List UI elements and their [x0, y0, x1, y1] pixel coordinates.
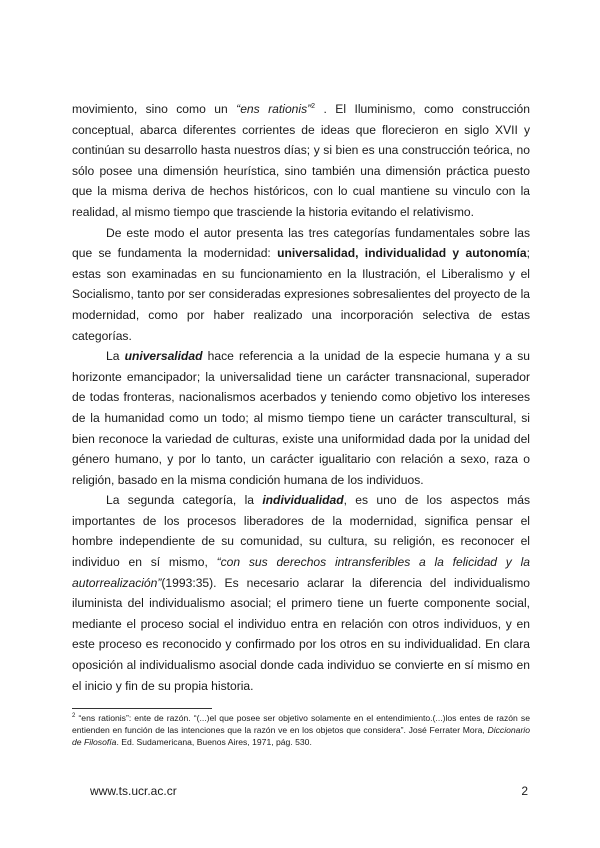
bold-italic-term: universalidad	[124, 349, 203, 364]
paragraph-1	[72, 99, 530, 223]
text: (1993:35). Es necesario aclarar la diferencia del individualismo iluminista del individualismo asocial; el primero tiene un fuerte componente social, mediante el proceso social el individuo entra en relación con otros individuos, y en este proceso es reconocido y confirmado por los otros en su individualidad. En clara oposición al individualismo asocial donde cada individuo se convierte en sí mismo en el inicio y fin de su propia historia.	[72, 575, 530, 693]
text: . El Iluminismo, como construcción conceptual, abarca diferentes corrientes de ideas que florecieron en siglo XVII y continúan su desarrollo hasta nuestros días; y si bien es una construcción teórica, no sólo posee una dimensión heurística, sino también una dimensión práctica puesto que la misma deriva de hechos históricos, con lo cual mantiene su vinculo con la realidad, al mismo tiempo que trasciende la historia evitando el relativismo.	[72, 102, 530, 219]
paragraph-4	[72, 490, 530, 696]
page-footer	[90, 784, 528, 798]
text: . Ed. Sudamericana, Buenos Aires, 1971, pág. 530.	[116, 737, 312, 748]
text: , es uno de los aspectos más importantes de los procesos liberadores de la modernidad, significa pensar el hombre independiente de su comunidad, su cultura, su religión, es reconocer el individuo en sí mismo,	[72, 493, 530, 570]
bold-term: universalidad, individualidad y autonomía	[277, 246, 527, 261]
paragraph-2	[72, 223, 530, 347]
paragraph-3	[72, 346, 530, 490]
italic-title: Diccionario de Filosofía	[72, 725, 530, 748]
footnote-divider	[72, 708, 212, 709]
italic-quote: “con sus derechos intransferibles a la felicidad y la autorrealización”	[72, 555, 530, 590]
footnote-number: 2	[72, 713, 76, 720]
text: “ens rationis”: ente de razón. “(...)el que posee ser objetivo solamente en el entendimiento.(...)los entes de razón se entienden en función de las intenciones que la razón ve en los objetos que considera”. José Ferrater Mora,	[72, 713, 530, 736]
text: movimiento, sino como un	[72, 102, 237, 116]
text: La	[106, 349, 125, 364]
text: De este modo el autor presenta las tres categorías fundamentales sobre las que se fundamenta la modernidad:	[72, 225, 530, 261]
bold-italic-term: individualidad	[262, 493, 344, 508]
text: ; estas son examinadas en su funcionamiento en la Ilustración, el Liberalismo y el Socialismo, tanto por ser consideradas expresiones sobresalientes del proyecto de la modernidad, como por haber realizado una incorporación selectiva de estas categorías.	[72, 246, 530, 343]
page-number: 2	[521, 784, 528, 798]
document-body	[72, 99, 530, 696]
text: hace referencia a la unidad de la especie humana y a su horizonte emancipador; la universalidad tiene un carácter transnacional, superador de todas fronteras, nacionalismos acerbados y teniendo como objetivo los intereses de la humanidad como un todo; al mismo tiempo tiene un carácter transcultural, si bien reconoce la variedad de culturas, existe una uniformidad dada por la unidad del género humano, y por lo tanto, un carácter igualitario con relación a sexo, raza o religión, basado en la misma condición humana de los individuos.	[72, 349, 531, 487]
footnote-ref[interactable]: 2	[311, 102, 316, 110]
footnote	[72, 712, 530, 749]
italic-term: “ens rationis”	[236, 102, 312, 116]
text: La segunda categoría, la	[106, 493, 263, 508]
footer-url[interactable]: www.ts.ucr.ac.cr	[90, 784, 177, 798]
